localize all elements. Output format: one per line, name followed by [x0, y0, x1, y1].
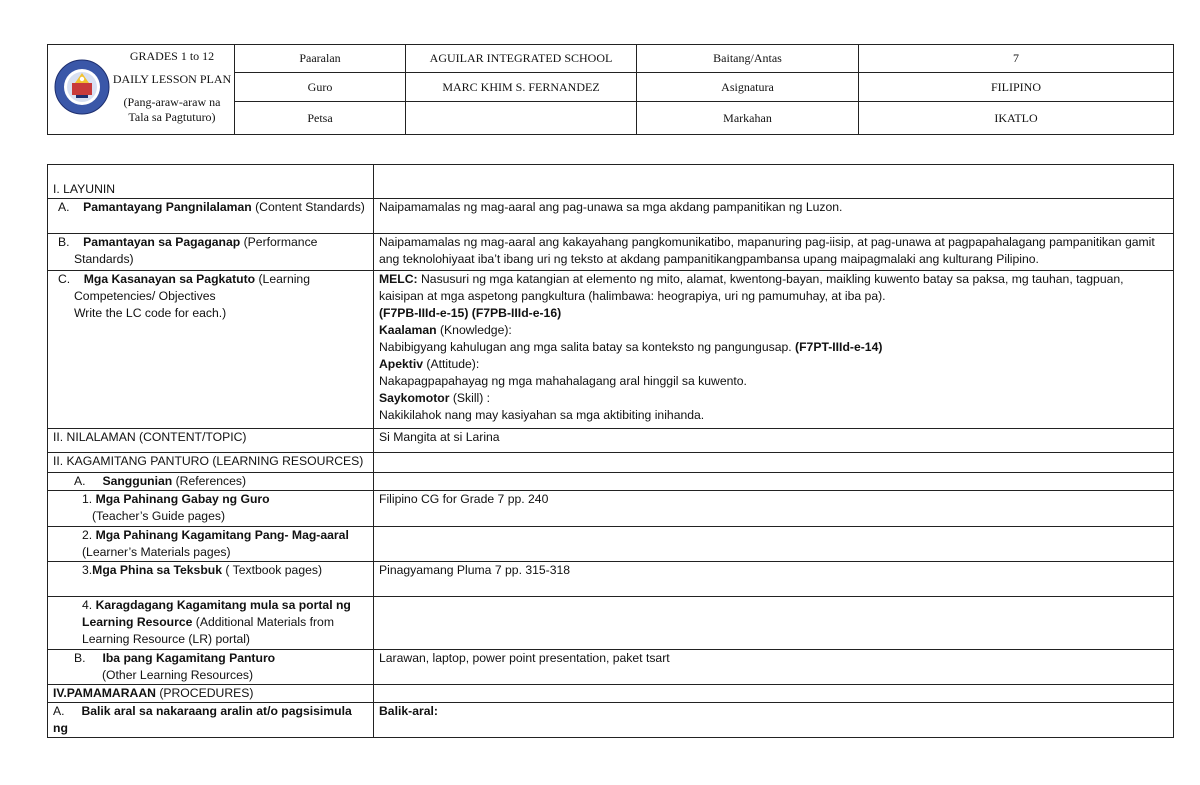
- performance-standards-label: B. Pamantayan sa Pagaganap (Performance Standards): [48, 234, 374, 271]
- learning-resources-label: II. KAGAMITANG PANTURO (LEARNING RESOURCES): [48, 453, 374, 473]
- header-label-markahan: Markahan: [637, 102, 859, 135]
- textbook-pages-label: 3.Mga Phina sa Teksbuk ( Textbook pages): [48, 562, 374, 597]
- teachers-guide-label: 1. Mga Pahinang Gabay ng Guro (Teacher’s Guide pages): [48, 491, 374, 527]
- table-row: [48, 491, 1174, 527]
- review-value: Balik-aral:: [374, 703, 1174, 738]
- review-label: A. Balik aral sa nakaraang aralin at/o pagsisimula ng: [48, 703, 374, 738]
- header-label-guro: Guro: [235, 73, 406, 102]
- procedures-label: IV.PAMAMARAAN (PROCEDURES): [48, 685, 374, 703]
- other-resources-label: B. Iba pang Kagamitang Panturo (Other Learning Resources): [48, 650, 374, 685]
- content-standards-label: A. Pamantayang Pangnilalaman (Content Standards): [48, 199, 374, 234]
- table-row: [48, 703, 1174, 738]
- header-value-paaralan: AGUILAR INTEGRATED SCHOOL: [406, 45, 637, 73]
- table-row: [48, 562, 1174, 597]
- lesson-table: [47, 164, 1174, 738]
- textbook-pages-value: Pinagyamang Pluma 7 pp. 315-318: [374, 562, 1174, 597]
- table-row: [48, 453, 1174, 473]
- section-title: I. LAYUNIN: [53, 182, 116, 196]
- header-value-baitang: 7: [859, 45, 1174, 73]
- table-row: [48, 473, 1174, 491]
- header-value-petsa: [406, 102, 637, 135]
- content-topic-label: II. NILALAMAN (CONTENT/TOPIC): [48, 429, 374, 453]
- table-row: [48, 429, 1174, 453]
- references-label: A. Sanggunian (References): [48, 473, 374, 491]
- header-line-dlp: DAILY LESSON PLAN: [112, 72, 232, 86]
- learning-competencies-label: C. Mga Kasanayan sa Pagkatuto (Learning Competencies/ Objectives Write the LC code for each.): [48, 271, 374, 429]
- header-line-tala2: Tala sa Pagtuturo): [128, 110, 216, 124]
- header-label-paaralan: Paaralan: [235, 45, 406, 73]
- table-row: [48, 234, 1174, 271]
- table-row: [48, 271, 1174, 429]
- table-row: [48, 199, 1174, 234]
- additional-materials-label: 4. Karagdagang Kagamitang mula sa portal ng Learning Resource (Additional Materials from Learning Resource (LR) portal): [48, 597, 374, 650]
- header-line-grades: GRADES 1 to 12: [129, 49, 215, 63]
- header-value-guro: MARC KHIM S. FERNANDEZ: [406, 73, 637, 102]
- learners-materials-label: 2. Mga Pahinang Kagamitang Pang- Mag-aaral (Learner’s Materials pages): [48, 527, 374, 562]
- table-row: [48, 597, 1174, 650]
- deped-seal-logo: [54, 59, 110, 115]
- other-resources-value: Larawan, laptop, power point presentation, paket tsart: [374, 650, 1174, 685]
- table-row: [48, 685, 1174, 703]
- content-topic-value: Si Mangita at si Larina: [374, 429, 1174, 453]
- header-label-asignatura: Asignatura: [637, 73, 859, 102]
- header-line-tala1: (Pang-araw-araw na: [123, 95, 221, 109]
- header-label-petsa: Petsa: [235, 102, 406, 135]
- header-title-cell: [48, 45, 235, 135]
- performance-standards-value: Naipamamalas ng mag-aaral ang kakayahang pangkomunikatibo, mapanuring pag-iisip, at pag-unawa at pagpapahalagang pampanitikan gamit ang teknolohiyaat iba’t ibang uri ng teksto at akdang pampanitikangpambansa upang maipagmalaki ang kulturang Pilipino.: [374, 234, 1174, 271]
- header-label-baitang: Baitang/Antas: [637, 45, 859, 73]
- section-layunin: [48, 165, 374, 199]
- teachers-guide-value: Filipino CG for Grade 7 pp. 240: [374, 491, 1174, 527]
- content-standards-value: Naipamamalas ng mag-aaral ang pag-unawa sa mga akdang pampanitikan ng Luzon.: [374, 199, 1174, 234]
- table-row: [48, 650, 1174, 685]
- table-row: [48, 527, 1174, 562]
- header-value-markahan: IKATLO: [859, 102, 1174, 135]
- header-table: [47, 44, 1174, 135]
- learning-competencies-value: MELC: Nasusuri ng mga katangian at elemento ng mito, alamat, kwentong-bayan, maikling kuwento batay sa paksa, mg tauhan, tagpuan, kaisipan at mga aspetong pangkultura (halimbawa: heograpiya, uri ng pamumuhay, at iba pa). (F7PB-IIId-e-15) (F7PB-IIId-e-16) Kaalaman (Knowledge): Nabibigyang kahulugan ang mga salita batay sa konteksto ng pangungusap. (F7PT-IIId-e-14) Apektiv (Attitude): Nakapagpapahayag ng mga mahahalagang aral hinggil sa kuwento. Saykomotor (Skill) : Nakikilahok nang may kasiyahan sa mga aktibiting inihanda.: [374, 271, 1174, 429]
- header-value-asignatura: FILIPINO: [859, 73, 1174, 102]
- table-row: [48, 165, 1174, 199]
